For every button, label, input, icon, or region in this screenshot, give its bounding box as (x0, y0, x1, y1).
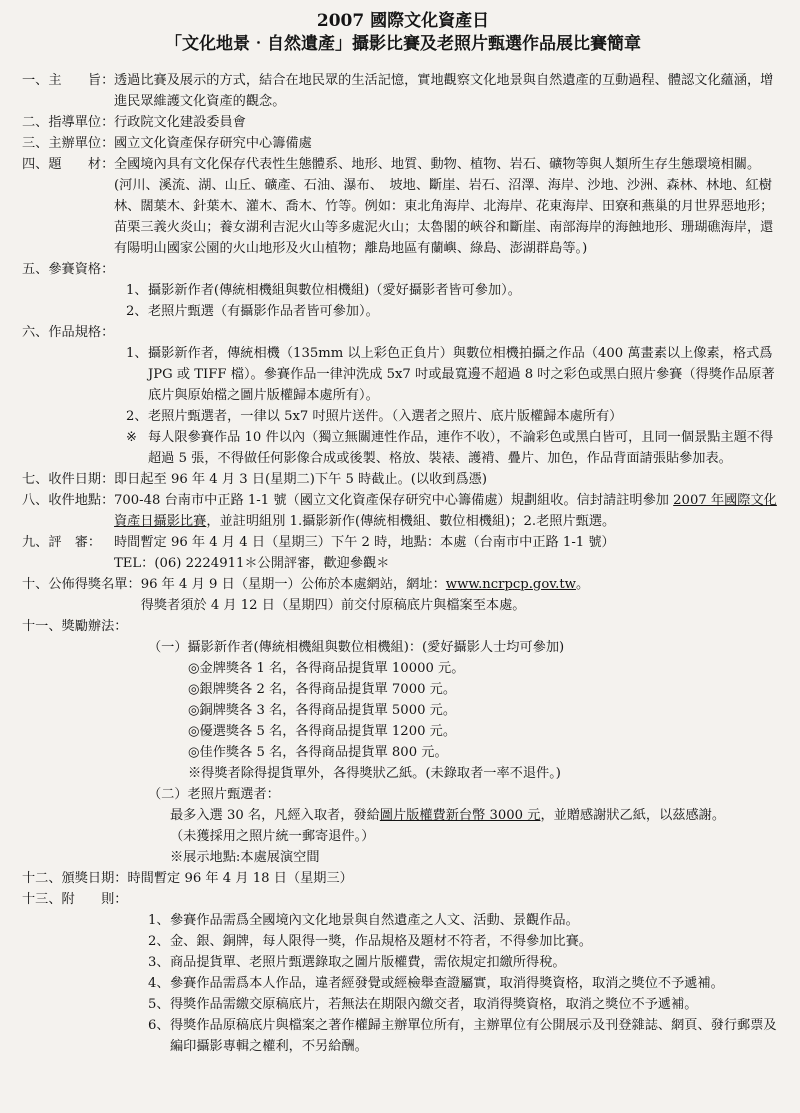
specs-note: ※ 每人限參賽作品 10 件以內（獨立無關連性作品，連作不收），不論彩色或黑白皆可，且同一個景點主題不得超過 5 張，不得做任何影像合成或後製、格放、裝裱、護褙、疊片、加色，作品背面請張貼參加表。 (22, 427, 784, 469)
list-item: 2、 老照片甄選者，一律以 5x7 吋照片送件。（入選者之照片、底片版權歸本處所有） (126, 409, 623, 424)
group-heading: （二）老照片甄選者： (148, 787, 280, 802)
document-title: 2007 國際文化資產日 (316, 11, 490, 31)
section-label: 十二、頒獎日期： (22, 871, 128, 886)
eligibility-list (22, 280, 784, 322)
list-item: 6、 得獎作品原稿底片與檔案之著作權歸主辦單位所有，主辦單位有公開展示及刊登雜誌、網頁、發行郵票及編印攝影專輯之權利，不另給酬。 (148, 1018, 777, 1054)
list-item: 2、 金、銀、銅牌，每人限得一獎，作品規格及題材不符者，不得參加比賽。 (148, 934, 592, 949)
section-specs (22, 322, 784, 343)
event-name-underlined: 2007 年國際文化資產日攝影比賽 (114, 493, 777, 529)
list-item: 2、 老照片甄選（有攝影作品者皆可參加）。 (126, 304, 379, 319)
old-photo-awards: 最多入選 30 名，凡經入取者，發給 圖片版權費新台幣 3000 元 ，並贈感謝狀乙紙，以茲感謝。 （未獲採用之照片統一郵寄退件。） ※展示地點:本處展演空間 (22, 805, 784, 868)
section-label: 九、評 審： (22, 535, 102, 550)
list-item: 1、 參賽作品需爲全國境內文化地景與自然遺產之人文、活動、景觀作品。 (148, 913, 579, 928)
section-label: 四、題 材： (22, 157, 115, 172)
rules-list (22, 910, 784, 1057)
section-label: 八、收件地點： (22, 493, 115, 508)
list-item: 4、 參賽作品需爲本人作品，違者經發覺或經檢舉查證屬實，取消得獎資格，取消之獎位不予遞補。 (148, 976, 724, 991)
section-label: 五、參賽資格： (22, 262, 115, 277)
section-supervisor (22, 112, 784, 133)
section-text: 國立文化資產保存研究中心籌備處 (114, 136, 312, 151)
section-deadline (22, 469, 784, 490)
note-mark: ※ (126, 430, 138, 445)
awards-group-new-works (22, 637, 784, 658)
copyright-fee-underlined: 圖片版權費新台幣 3000 元 (379, 808, 541, 823)
list-item: 1、 攝影新作者(傳統相機組與數位相機組)（愛好攝影者皆可參加）。 (126, 283, 521, 298)
group-heading: （一）攝影新作者(傳統相機組與數位相機組)：(愛好攝影人士均可參加) (148, 640, 565, 655)
section-text: 時間暫定 96 年 4 月 18 日（星期三） (127, 871, 353, 886)
exhibit-location: ※展示地點:本處展演空間 (170, 850, 320, 865)
section-text: 透過比賽及展示的方式，結合在地民眾的生活記憶，實地觀察文化地景與自然遺產的互動過程、體認文化蘊涵，增進民眾維護文化資產的觀念。 (114, 73, 774, 109)
section-label: 二、指導單位： (22, 115, 115, 130)
prize-list (22, 658, 784, 784)
list-item: 3、 商品提貨單、老照片甄選錄取之圖片版權費，需依規定扣繳所得稅。 (148, 955, 566, 970)
section-label: 一、主 旨： (22, 73, 115, 88)
section-award-date (22, 868, 784, 889)
prize-item: ◎佳作獎各 5 名，各得商品提貨單 800 元。 (188, 745, 448, 760)
section-text: 行政院文化建設委員會 (114, 115, 246, 130)
prize-item: ◎金牌獎各 1 名，各得商品提貨單 10000 元。 (188, 661, 465, 676)
prize-item: ◎銅牌獎各 3 名，各得商品提貨單 5000 元。 (188, 703, 457, 718)
specs-list (22, 343, 784, 427)
prize-item: ◎優選獎各 5 名，各得商品提貨單 1200 元。 (188, 724, 457, 739)
section-awards (22, 616, 784, 637)
section-eligibility (22, 259, 784, 280)
section-organizer (22, 133, 784, 154)
website-link[interactable]: www.ncrpcp.gov.tw (445, 577, 576, 592)
section-announcement: 十、公佈得獎名單： 96 年 4 月 9 日（星期一）公佈於本處網站，網址：www.ncrpcp.gov.tw。 得獎者須於 4 月 12 日（星期四）前交付原稿底片與檔案至本處。 (22, 574, 784, 616)
section-text: 即日起至 96 年 4 月 3 日(星期二)下午 5 時截止。(以收到爲憑) (114, 472, 488, 487)
section-text: 全國境內具有文化保存代表性生態體系、地形、地質、動物、植物、岩石、礦物等與人類所生存生態環境相關。 (114, 157, 761, 172)
phone-number: TEL：(06) 2224911＊公開評審，歡迎參觀＊ (114, 556, 390, 571)
section-judging: 九、評 審： 時間暫定 96 年 4 月 4 日（星期三）下午 2 時，地點：本處（台南市中正路 1-1 號） TEL：(06) 2224911＊公開評審，歡迎參觀＊ (22, 532, 784, 574)
list-item: 5、 得獎作品需繳交原稿底片，若無法在期限內繳交者，取消得獎資格，取消之獎位不予遞補。 (148, 997, 698, 1012)
section-label: 七、收件日期： (22, 472, 115, 487)
section-theme (22, 154, 784, 259)
prize-item: ◎銀牌獎各 2 名，各得商品提貨單 7000 元。 (188, 682, 457, 697)
section-label: 十三、附 則： (22, 892, 128, 907)
section-label: 六、作品規格： (22, 325, 115, 340)
section-label: 三、主辦單位： (22, 136, 115, 151)
section-submission-address: 八、收件地點： 700-48 台南市中正路 1-1 號（國立文化資產保存研究中心籌備處）規劃組收。信封請註明參加 2007 年國際文化資產日攝影比賽，並註明組別 1.攝影新作(傳統相機組、數位相機組)；2.老照片甄選。 (22, 490, 784, 532)
awards-group-old-photos (22, 784, 784, 805)
theme-examples: (河川、溪流、湖、山丘、礦產、石油、瀑布、 坡地、斷崖、岩石、沼澤、海岸、沙地、沙洲、森林、林地、紅樹林、闊葉木、針葉木、灌木、喬木、竹等。例如：東北角海岸、北海岸、花東海岸、田寮和燕巢的月世界惡地形；苗栗三義火炎山；養女湖利吉泥火山等多處泥火山；太魯閣的峽谷和斷崖、南部海岸的海蝕地形、珊瑚礁海岸，還有陽明山國家公園的火山地形及火山植物；離島地區有蘭嶼、綠島、澎湖群島等。) (114, 178, 774, 256)
list-item: 1、 攝影新作者，傳統相機（135mm 以上彩色正負片）與數位相機拍攝之作品（400 萬畫素以上像素，格式爲 JPG 或 TIFF 檔）。參賽作品一律沖洗成 5x7 吋或最寬邊不超過 8 吋之彩色或黑白照片參賽（得獎作品原著底片與原始檔之圖片版權歸本處所有）。 (126, 346, 775, 403)
section-label: 十、公佈得獎名單： (22, 577, 141, 592)
document-subtitle: 「文化地景‧自然遺產」攝影比賽及老照片甄選作品展比賽簡章 (165, 34, 641, 54)
section-rules (22, 889, 784, 910)
section-label: 十一、獎勵辦法： (22, 619, 128, 634)
section-purpose (22, 70, 784, 112)
prize-note: ※得獎者除得提貨單外，各得獎狀乙紙。(未錄取者一率不退件。) (188, 766, 561, 781)
